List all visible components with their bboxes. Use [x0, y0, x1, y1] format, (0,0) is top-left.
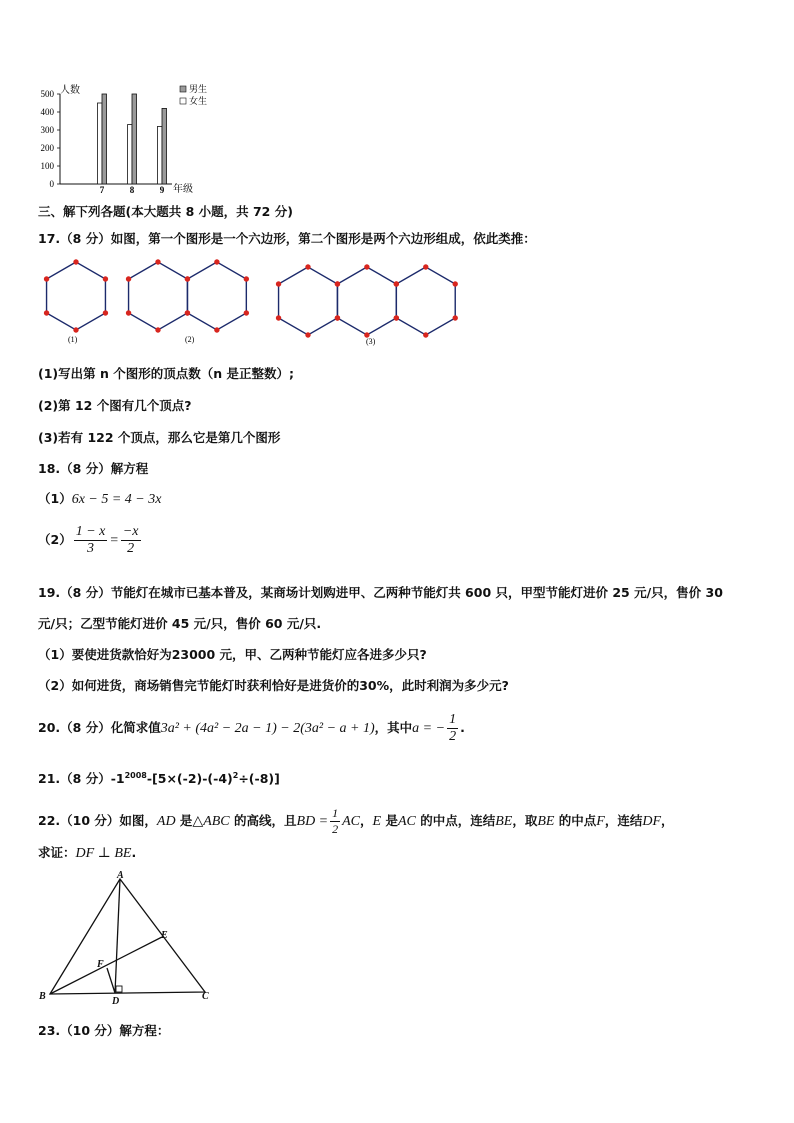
figure-2-hexagon-1-vertex-1 — [126, 276, 131, 281]
figure-1-hexagon-1 — [47, 262, 106, 330]
q22-math-be-2: BE — [537, 814, 555, 829]
chart-ylabel: 人数 — [60, 85, 80, 96]
bar-chart — [30, 80, 230, 195]
q18-part1 — [38, 489, 161, 508]
q22-math-be: BE — [495, 814, 513, 829]
y-tick-label-5: 0 — [49, 179, 54, 189]
point-label-f: F — [97, 959, 104, 970]
y-tick-label-1: 400 — [40, 107, 54, 117]
figure-2-hexagon-1 — [129, 262, 188, 330]
q20 — [38, 712, 465, 745]
figure-2-hexagon-2-vertex-1 — [185, 276, 190, 281]
figure-3-hexagon-1-vertex-0 — [305, 264, 310, 269]
q20-end: . — [460, 720, 465, 735]
q21-prefix: 21.（8 分）-1 — [38, 771, 125, 786]
bar-female-7 — [98, 103, 103, 184]
legend-label-male: 男生 — [189, 84, 208, 94]
q21 — [38, 769, 280, 787]
hexagon-figures — [30, 255, 480, 347]
figure-1-hexagon-1-vertex-3 — [73, 327, 78, 332]
q20-prefix: 20.（8 分）化简求值 — [38, 720, 161, 735]
q22-text-9: ， — [661, 813, 674, 828]
q20-a-equals: a = − — [412, 721, 446, 736]
figure-1-hexagon-1-vertex-2 — [44, 310, 49, 315]
figure-2-hexagon-2-vertex-4 — [244, 310, 249, 315]
bar-male-8 — [132, 94, 137, 184]
q22-prefix: 22.（10 分）如图， — [38, 813, 157, 828]
figure-3-hexagon-1 — [279, 267, 338, 335]
point-label-e: E — [161, 930, 168, 941]
point-label-d: D — [112, 996, 120, 1007]
legend-swatch-female — [180, 98, 186, 104]
x-tick-label-8: 8 — [129, 185, 135, 195]
q19-line1: 19.（8 分）节能灯在城市已基本普及，某商场计划购进甲、乙两种节能灯共 600 只，甲型节能灯进价 25 元/只，售价 30 — [38, 585, 723, 600]
q22-text-8: ，连结 — [604, 813, 643, 828]
legend-label-female: 女生 — [189, 96, 208, 106]
figure-3-hexagon-3 — [396, 267, 455, 335]
figure-3-hexagon-3-vertex-1 — [394, 281, 399, 286]
q17-sub3: (3)若有 122 个顶点，那么它是第几个图形 — [38, 430, 281, 445]
figure-1-hexagon-1-vertex-5 — [103, 276, 108, 281]
figure-2-hexagon-2 — [187, 262, 246, 330]
q22-math-e: E — [372, 814, 382, 829]
x-tick-label-7: 7 — [99, 185, 105, 195]
figure-2-hexagon-1-vertex-3 — [155, 327, 160, 332]
q22-frac-den: 2 — [332, 822, 339, 836]
q17-stem: 17.（8 分）如图，第一个图形是一个六边形，第二个图形是两个六边形组成，依此类推： — [38, 231, 536, 246]
q18-frac2-num: −x — [122, 524, 139, 539]
triangle-figure — [30, 868, 230, 1008]
figure-3-hexagon-3-vertex-0 — [423, 264, 428, 269]
figure-2-hexagon-1-vertex-2 — [126, 310, 131, 315]
x-tick-label-9: 9 — [159, 185, 165, 195]
q22-frac-num: 1 — [332, 806, 339, 820]
figure-3-hexagon-3-vertex-5 — [453, 281, 458, 286]
q18-part1-label: （1） — [38, 491, 72, 506]
figure-3-hexagon-2-vertex-1 — [335, 281, 340, 286]
q21-exponent-1: 2008 — [124, 770, 147, 780]
q18-equation-1: 6x − 5 = 4 − 3x — [71, 492, 162, 507]
q22-text-5: 的中点，连结 — [415, 813, 496, 828]
q22-math-f: F — [596, 814, 605, 829]
q18-stem: 18.（8 分）解方程 — [38, 461, 149, 476]
q18-part2-label: （2） — [38, 532, 72, 547]
q21-mid: -[5×(-2)-(-4) — [146, 771, 233, 786]
bar-male-7 — [102, 94, 107, 184]
q22-line2 — [38, 843, 136, 862]
q18-part2 — [38, 524, 143, 557]
figure-3-hexagon-1-vertex-2 — [276, 315, 281, 320]
q22-prove-statement: DF ⊥ BE — [75, 846, 132, 861]
figure-2-hexagon-2-vertex-5 — [244, 276, 249, 281]
figure-3-hexagon-2-vertex-0 — [364, 264, 369, 269]
figure-label-2: (2) — [185, 335, 195, 344]
q22-prove-end: . — [131, 845, 137, 860]
figure-3-hexagon-3-vertex-2 — [394, 315, 399, 320]
q22-text-2: 的高线，且 — [229, 813, 297, 828]
bar-male-9 — [162, 108, 167, 184]
q20-mid: ，其中 — [374, 720, 413, 735]
point-label-b: B — [39, 991, 46, 1002]
bar-female-9 — [158, 126, 163, 184]
q19-sub1: （1）要使进货款恰好为23000 元，甲、乙两种节能灯应各进多少只? — [38, 647, 427, 662]
q22-text-7: 的中点 — [554, 813, 597, 828]
section-3-heading: 三、解下列各题(本大题共 8 小题，共 72 分) — [38, 204, 293, 219]
q20-frac-den: 2 — [449, 729, 457, 744]
figure-1-hexagon-1-vertex-4 — [103, 310, 108, 315]
figure-2-hexagon-2-vertex-2 — [185, 310, 190, 315]
chart-xlabel: 年级 — [173, 184, 193, 195]
y-tick-label-2: 300 — [40, 125, 54, 135]
q17-sub1: (1)写出第 n 个图形的顶点数（n 是正整数）; — [38, 366, 294, 381]
q22-text-4: 是 — [381, 813, 398, 828]
figure-label-3: (3) — [366, 337, 376, 346]
figure-3-hexagon-3-vertex-3 — [423, 332, 428, 337]
q22-prove-label: 求证： — [38, 845, 76, 860]
point-label-a: A — [117, 870, 124, 881]
q22-math-ac: AC — [342, 814, 361, 829]
figure-2-hexagon-2-vertex-0 — [214, 259, 219, 264]
figure-1-hexagon-1-vertex-0 — [73, 259, 78, 264]
q22-math-bd: BD = — [296, 814, 329, 829]
q20-frac-num: 1 — [449, 712, 457, 727]
triangle-abc — [50, 879, 205, 994]
q22-line1 — [38, 806, 674, 837]
figure-3-hexagon-2-vertex-2 — [335, 315, 340, 320]
q18-frac1-num: 1 − x — [75, 524, 106, 539]
y-tick-label-4: 100 — [40, 161, 54, 171]
figure-3-hexagon-3-vertex-4 — [453, 315, 458, 320]
q22-math-ad: AD — [156, 814, 176, 829]
q21-exponent-2: 2 — [232, 770, 239, 780]
q18-frac1-den: 3 — [87, 541, 95, 556]
y-tick-label-3: 200 — [40, 143, 54, 153]
q19-line2: 元/只；乙型节能灯进价 45 元/只，售价 60 元/只. — [38, 616, 322, 631]
q20-expression: 3a² + (4a² − 2a − 1) − 2(3a² − a + 1) — [160, 721, 375, 736]
q22-text-1: 是 — [175, 813, 193, 828]
q23-stem: 23.（10 分）解方程： — [38, 1023, 170, 1038]
figure-3-hexagon-2 — [337, 267, 396, 335]
figure-3-hexagon-1-vertex-1 — [276, 281, 281, 286]
q19-sub2: （2）如何进货，商场销售完节能灯时获利恰好是进货价的30%，此时利润为多少元? — [38, 678, 509, 693]
altitude-ad — [115, 879, 120, 993]
q18-frac2-den: 2 — [127, 541, 135, 556]
figure-3-hexagon-1-vertex-3 — [305, 332, 310, 337]
q22-math-triangle: △ABC — [192, 814, 230, 829]
q22-math-ac-2: AC — [397, 814, 416, 829]
q18-equals: = — [109, 533, 119, 548]
q22-text-3: ， — [360, 813, 373, 828]
segment-df — [107, 968, 115, 993]
bar-female-8 — [128, 125, 133, 184]
q22-math-df: DF — [642, 814, 662, 829]
legend-swatch-male — [180, 86, 186, 92]
figure-2-hexagon-2-vertex-3 — [214, 327, 219, 332]
figure-label-1: (1) — [68, 335, 78, 344]
figure-2-hexagon-1-vertex-0 — [155, 259, 160, 264]
q22-text-6: ，取 — [512, 813, 538, 828]
right-angle-mark — [116, 986, 122, 992]
point-label-c: C — [202, 991, 209, 1002]
y-tick-label-0: 500 — [40, 89, 54, 99]
figure-1-hexagon-1-vertex-1 — [44, 276, 49, 281]
q21-end: ÷(-8)] — [238, 771, 280, 786]
q17-sub2: (2)第 12 个图有几个顶点? — [38, 398, 192, 413]
